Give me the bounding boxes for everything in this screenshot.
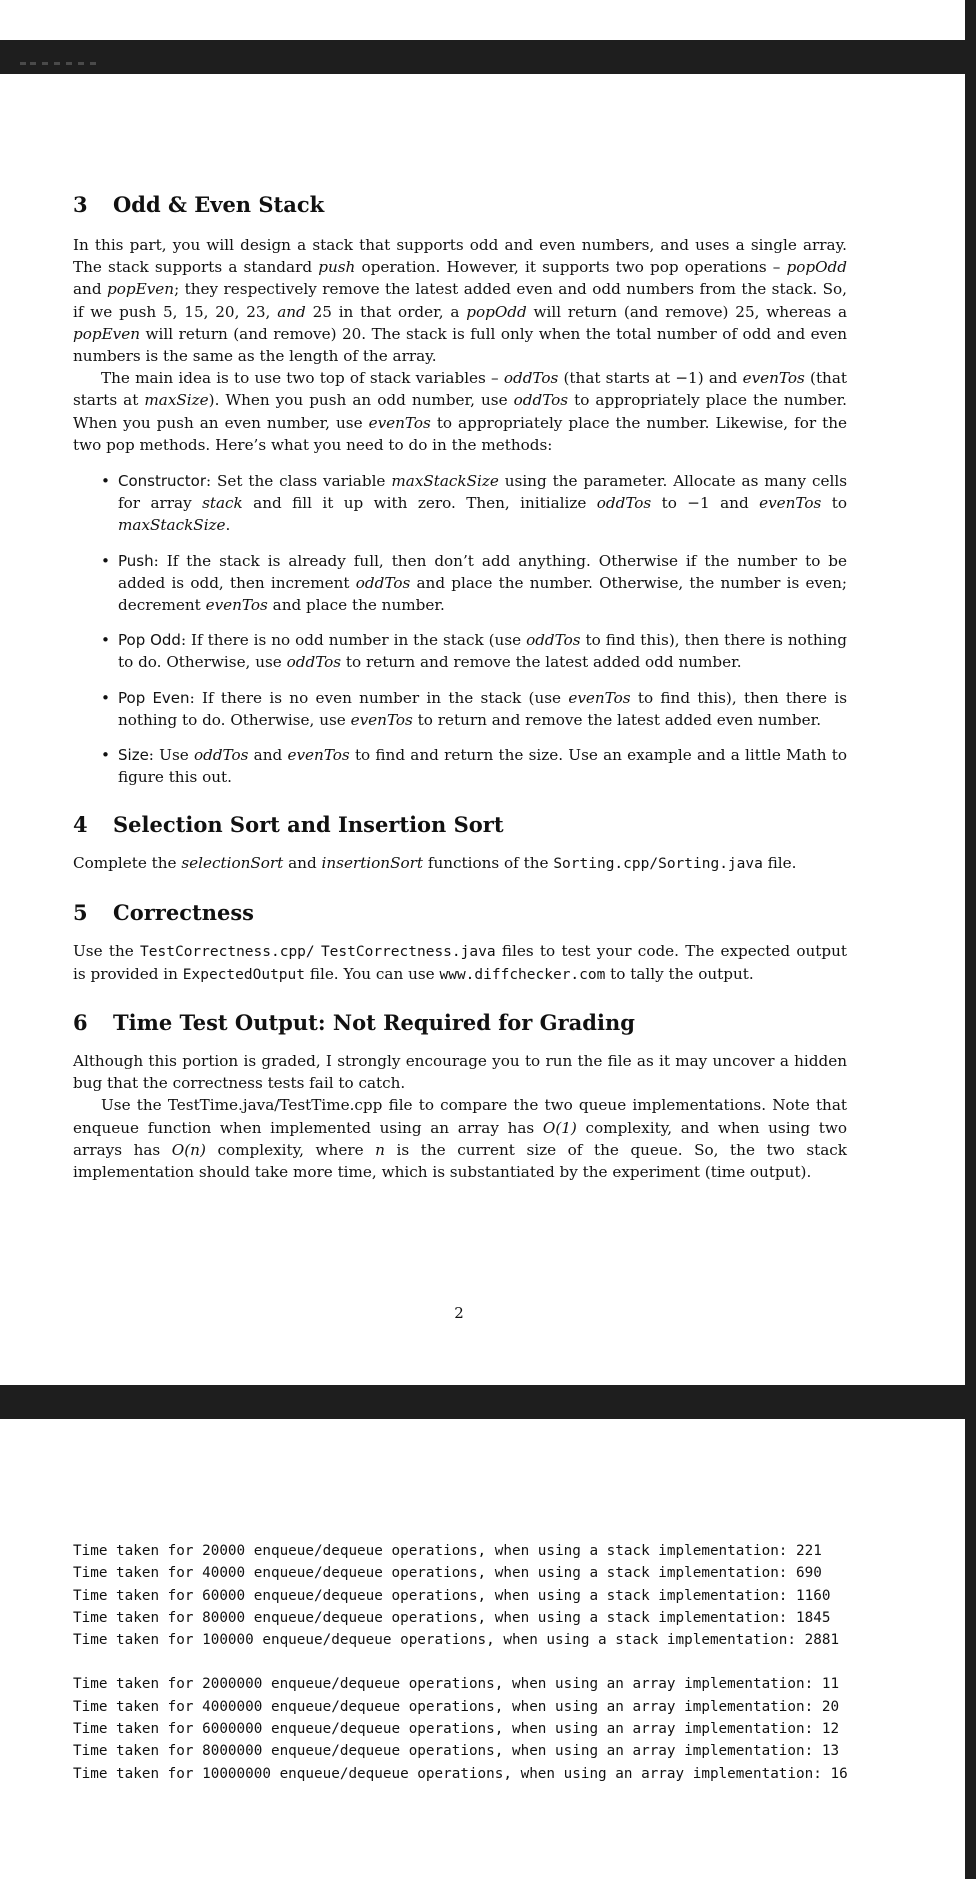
previous-page-edge [20, 62, 110, 72]
method-item: • Constructor: Set the class variable maxStackSize using the parameter. Allocate as many cells for array stack and fill it up with zero. Then, initialize oddTos to −1 and evenTos to maxStackSize. [101, 472, 847, 535]
method-label: Push [118, 551, 154, 570]
section-3-paragraph-1: In this part, you will design a stack that supports odd and even numbers, and uses a single array. The stack supports a standard push operation. However, it supports two pop operations – popOdd and popEven; they respectively remove the latest added even and odd numbers from the stack. So, if we push 5, 15, 20, 23, and 25 in that order, a popOdd will return (and remove) 25, whereas a popEven will return (and remove) 20. The stack is full only when the total number of odd and even numbers is the same as the length of the array. [73, 236, 847, 366]
output-line: Time taken for 40000 enqueue/dequeue operations, when using a stack implementation: 690 [73, 1565, 822, 1582]
diffchecker-link[interactable]: www.diffchecker.com [439, 966, 606, 983]
viewer-page-gap [0, 1385, 976, 1419]
output-line: Time taken for 8000000 enqueue/dequeue operations, when using an array implementation: 13 [73, 1743, 840, 1760]
method-label: Size [118, 746, 149, 765]
bullet-icon: • [101, 472, 110, 491]
output-line: Time taken for 6000000 enqueue/dequeue operations, when using an array implementation: 12 [73, 1721, 840, 1738]
section-6-paragraph-2: Use the TestTime.java/TestTime.cpp file to compare the two queue implementations. Note that enqueue function when implemented using an array has O(1) complexity, and when using two arrays has O(n) complexity, where n is the current size of the queue. So, the two stack implementation should take more time, which is substantiated by the experiment (time output). [73, 1096, 847, 1182]
document-page-2 [73, 190, 847, 1183]
method-list [73, 470, 847, 788]
output-line: Time taken for 4000000 enqueue/dequeue operations, when using an array implementation: 20 [73, 1698, 840, 1715]
section-6-heading: 6 Time Test Output: Not Required for Grading [73, 1010, 635, 1036]
output-line: Time taken for 2000000 enqueue/dequeue operations, when using an array implementation: 11 [73, 1676, 840, 1693]
method-item: • Pop Odd: If there is no odd number in the stack (use oddTos to find this), then there is nothing to do. Otherwise, use oddTos to return and remove the latest added odd number. [101, 631, 847, 672]
section-5-heading: 5 Correctness [73, 899, 254, 925]
array-output-block [73, 1673, 847, 1784]
bullet-icon: • [101, 746, 110, 765]
viewer-page-gap-top [0, 40, 976, 74]
section-5 [73, 898, 847, 986]
stack-output-block [73, 1540, 847, 1651]
method-label: Pop Odd [118, 631, 181, 650]
method-item: • Pop Even: If there is no even number in the stack (use evenTos to find this), then there is nothing to do. Otherwise, use evenTos to return and remove the latest added even number. [101, 688, 848, 729]
section-5-paragraph: Use the TestCorrectness.cpp/ TestCorrectness.java files to test your code. The expected output is provided in ExpectedOutput file. You can use www.diffchecker.com to tally the output. [73, 941, 847, 983]
output-line: Time taken for 20000 enqueue/dequeue operations, when using a stack implementation: 221 [73, 1543, 822, 1559]
bullet-icon: • [101, 688, 110, 707]
output-line: Time taken for 80000 enqueue/dequeue operations, when using a stack implementation: 1845 [73, 1609, 831, 1626]
method-item: • Size: Use oddTos and evenTos to find and return the size. Use an example and a little Math to figure this out. [101, 746, 848, 787]
method-item: • Push: If the stack is already full, then don’t add anything. Otherwise if the number to be added is odd, then increment oddTos and place the number. Otherwise, the number is even; decrement evenTos and place the number. [101, 551, 848, 615]
output-line: Time taken for 10000000 enqueue/dequeue operations, when using an array implementation: 16 [73, 1765, 848, 1782]
method-label: Pop Even [118, 688, 190, 707]
section-4-heading: 4 Selection Sort and Insertion Sort [73, 812, 504, 838]
bullet-icon: • [101, 631, 110, 650]
section-6 [73, 1008, 847, 1183]
time-test-output [73, 1540, 847, 1785]
section-6-paragraph-1: Although this portion is graded, I strongly encourage you to run the file as it may uncover a hidden bug that the correctness tests fail to catch. [73, 1052, 847, 1093]
section-4 [73, 810, 847, 875]
section-3-heading: 3 Odd & Even Stack [73, 192, 325, 217]
method-label: Constructor [118, 472, 207, 491]
bullet-icon: • [101, 551, 110, 570]
output-line: Time taken for 60000 enqueue/dequeue operations, when using a stack implementation: 1160 [73, 1587, 831, 1604]
viewer-scrollbar-track[interactable] [965, 0, 976, 1879]
section-4-paragraph: Complete the selectionSort and insertionSort functions of the Sorting.cpp/Sorting.java file. [73, 854, 797, 873]
section-3-paragraph-2: The main idea is to use two top of stack variables – oddTos (that starts at −1) and evenTos (that starts at maxSize). When you push an odd number, use oddTos to appropriately place the number. When you push an even number, use evenTos to appropriately place the number. Likewise, for the two pop methods. Here’s what you need to do in the methods: [73, 369, 847, 454]
output-line: Time taken for 100000 enqueue/dequeue operations, when using a stack implementation: 2881 [73, 1632, 840, 1649]
page-number: 2 [454, 1304, 464, 1322]
